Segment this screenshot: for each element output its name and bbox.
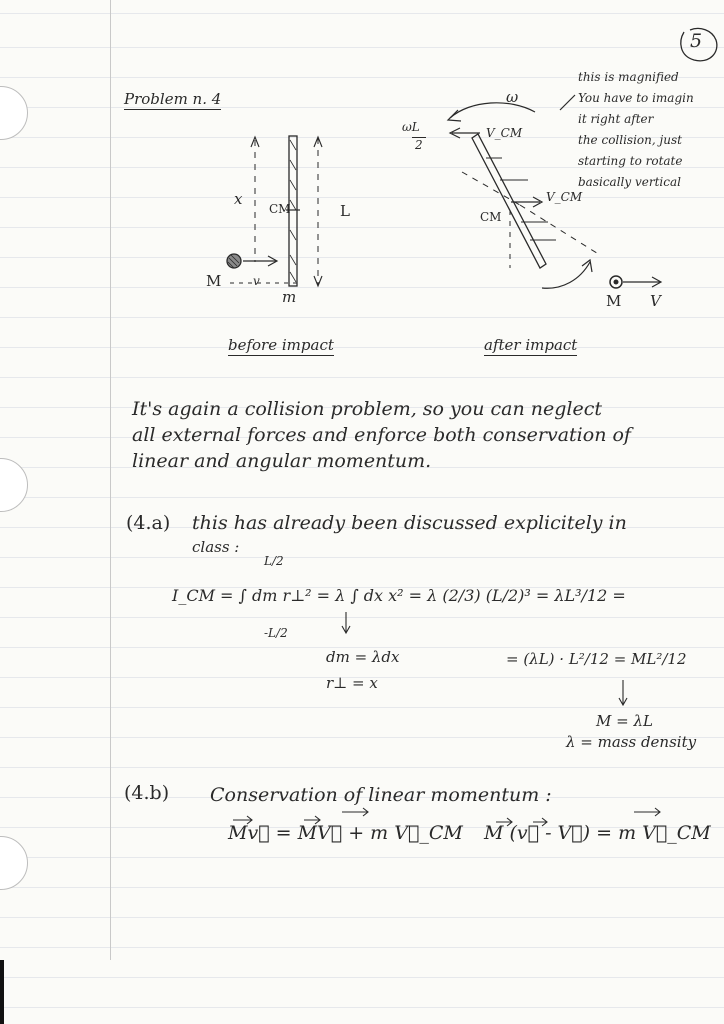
part-b-label: (4.b) — [124, 782, 170, 804]
label-M-after: M — [606, 292, 622, 310]
part-a-text-2: class : — [192, 538, 240, 556]
rod-after — [472, 134, 546, 268]
intro-line-1: It's again a collision problem, so you can neglect — [132, 398, 602, 420]
note-line-5: starting to rotate — [578, 154, 683, 168]
reference-dash-2 — [520, 205, 600, 255]
result-expression: = (λL) · L²/12 = ML²/12 — [506, 650, 687, 668]
check-mark — [560, 95, 575, 110]
label-cm-after: CM — [480, 210, 502, 224]
part-b-text: Conservation of linear momentum : — [210, 784, 552, 806]
omega-arc — [450, 103, 535, 118]
note-line-2: You have to imagin — [578, 91, 694, 105]
dm-definition: dm = λdx — [326, 648, 400, 666]
note-line-3: it right after — [578, 112, 654, 126]
momentum-equation-2: M (v⃗ - V⃗) = m V⃗_CM — [484, 822, 711, 844]
note-line-4: the collision, just — [578, 133, 682, 147]
page-number: 5 — [690, 30, 703, 52]
integral-limit-lower: -L/2 — [264, 626, 288, 640]
label-cm-before: CM — [269, 202, 291, 216]
label-v: v — [253, 274, 260, 288]
ball-before — [227, 254, 241, 268]
caption-before: before impact — [228, 336, 334, 354]
label-two: 2 — [412, 137, 426, 152]
label-V-after: V — [650, 292, 661, 310]
label-omega: ω — [506, 88, 519, 106]
integral-limit-upper: L/2 — [264, 554, 284, 568]
integral-equation: I_CM = ∫ dm r⊥² = λ ∫ dx x² = λ (2/3) (L/2)³ = λL³/12 = — [172, 586, 626, 605]
intro-line-3: linear and angular momentum. — [132, 450, 432, 472]
density-definition: λ = mass density — [566, 733, 697, 751]
label-wL: ωL — [402, 120, 420, 134]
reference-dash-1 — [462, 172, 520, 205]
label-vcm-top: V_CM — [486, 126, 523, 140]
intro-line-2: all external forces and enforce both conservation of — [132, 424, 631, 446]
rperp-definition: r⊥ = x — [326, 674, 378, 692]
caption-after: after impact — [484, 336, 578, 354]
label-vcm-mid: V_CM — [546, 190, 583, 204]
problem-title: Problem n. 4 — [124, 90, 222, 108]
momentum-equation-1: Mv⃗ = MV⃗ + m V⃗_CM — [228, 822, 463, 844]
label-M-before: M — [206, 272, 222, 290]
label-m: m — [282, 288, 297, 306]
note-line-1: this is magnified — [578, 70, 679, 84]
label-L: L — [340, 202, 350, 220]
part-a-label: (4.a) — [126, 512, 171, 534]
part-a-text-1: this has already been discussed explicitely in — [192, 512, 627, 534]
rod-hatching — [290, 140, 296, 282]
label-x: x — [234, 190, 243, 208]
note-line-6: basically vertical — [578, 175, 681, 189]
mass-definition: M = λL — [596, 712, 653, 730]
